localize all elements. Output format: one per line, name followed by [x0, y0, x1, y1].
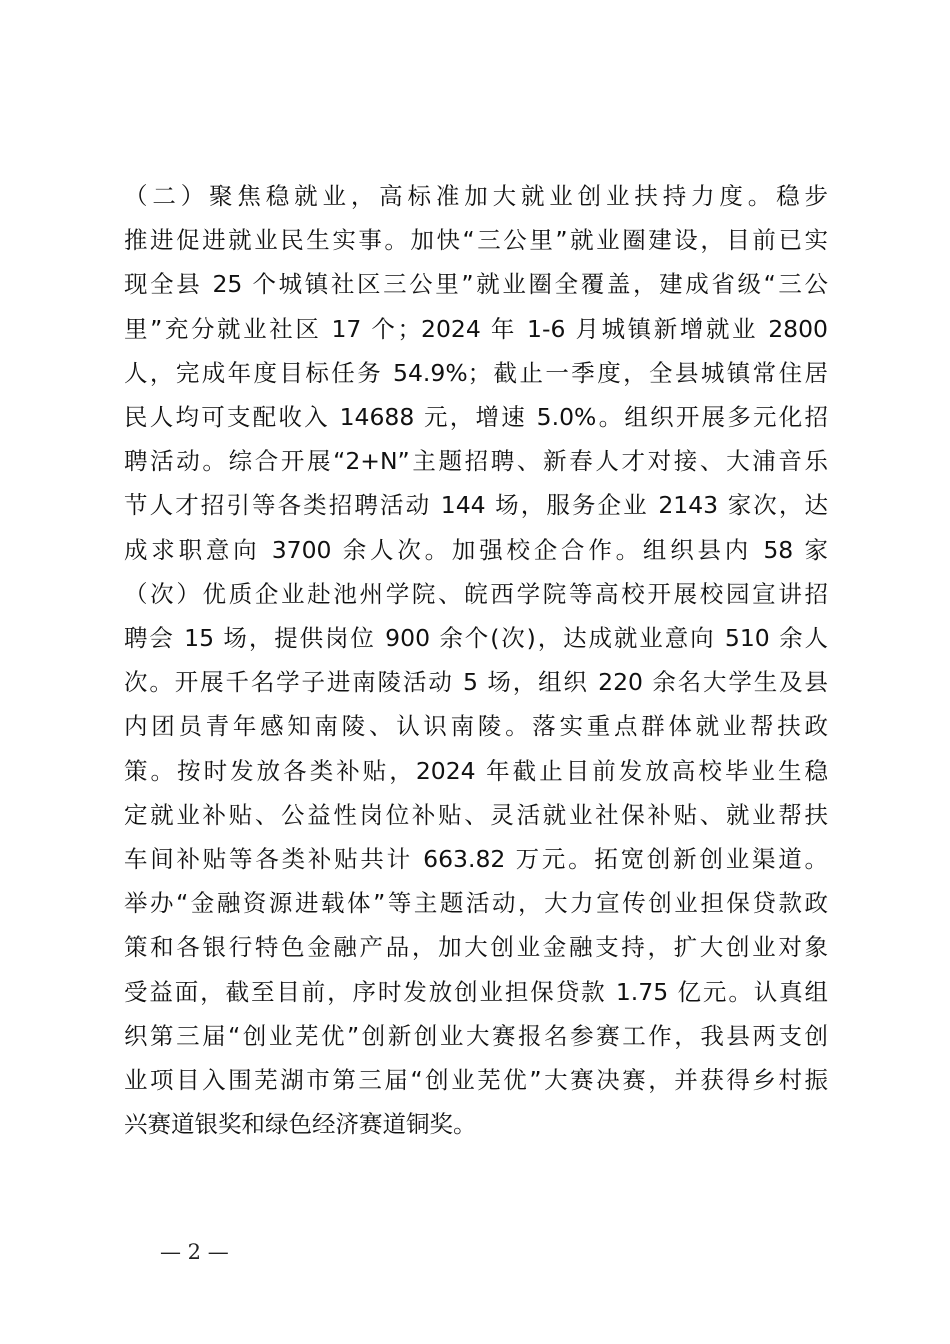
paragraph-line-7: 聘活动。综合开展“2+N”主题招聘、新春人才对接、大浦音乐	[124, 447, 828, 476]
paragraph-line-1: （二）聚焦稳就业，高标准加大就业创业扶持力度。稳步	[124, 182, 828, 210]
paragraph-line-19: 受益面，截至目前，序时发放创业担保贷款 1.75 亿元。认真组	[124, 977, 828, 1006]
paragraph-line-4: 里”充分就业社区 17 个；2024 年 1-6 月城镇新增就业 2800	[124, 314, 828, 343]
paragraph-line-21: 业项目入围芜湖市第三届“创业芜优”大赛决赛，并获得乡村振	[124, 1066, 828, 1095]
paragraph-line-16: 车间补贴等各类补贴共计 663.82 万元。拓宽创新创业渠道。	[124, 845, 828, 874]
paragraph-line-13: 内团员青年感知南陵、认识南陵。落实重点群体就业帮扶政	[124, 712, 828, 741]
paragraph-line-9: 成求职意向 3700 余人次。加强校企合作。组织县内 58 家	[124, 535, 828, 564]
paragraph-line-17: 举办“金融资源进载体”等主题活动，大力宣传创业担保贷款政	[124, 889, 828, 918]
page-number: — 2 —	[160, 1240, 229, 1264]
paragraph-line-2: 推进促进就业民生实事。加快“三公里”就业圈建设，目前已实	[124, 226, 828, 255]
paragraph-line-8: 节人才招引等各类招聘活动 144 场，服务企业 2143 家次，达	[124, 491, 828, 520]
paragraph-line-6: 民人均可支配收入 14688 元，增速 5.0%。组织开展多元化招	[124, 403, 828, 432]
paragraph-line-22: 兴赛道银奖和绿色经济赛道铜奖。	[124, 1110, 477, 1139]
paragraph-line-10: （次）优质企业赴池州学院、皖西学院等高校开展校园宣讲招	[124, 579, 828, 608]
body-paragraph	[124, 174, 828, 1146]
paragraph-line-3: 现全县 25 个城镇社区三公里”就业圈全覆盖，建成省级“三公	[124, 270, 828, 299]
paragraph-line-12: 次。开展千名学子进南陵活动 5 场，组织 220 余名大学生及县	[124, 668, 828, 697]
paragraph-line-20: 织第三届“创业芜优”创新创业大赛报名参赛工作，我县两支创	[124, 1021, 828, 1050]
paragraph-line-11: 聘会 15 场，提供岗位 900 余个(次)，达成就业意向 510 余人	[124, 624, 828, 653]
paragraph-line-18: 策和各银行特色金融产品，加大创业金融支持，扩大创业对象	[124, 933, 828, 962]
paragraph-line-15: 定就业补贴、公益性岗位补贴、灵活就业社保补贴、就业帮扶	[124, 800, 828, 829]
paragraph-line-14: 策。按时发放各类补贴，2024 年截止目前发放高校毕业生稳	[124, 756, 828, 785]
paragraph-line-5: 人，完成年度目标任务 54.9%；截止一季度，全县城镇常住居	[124, 358, 828, 387]
